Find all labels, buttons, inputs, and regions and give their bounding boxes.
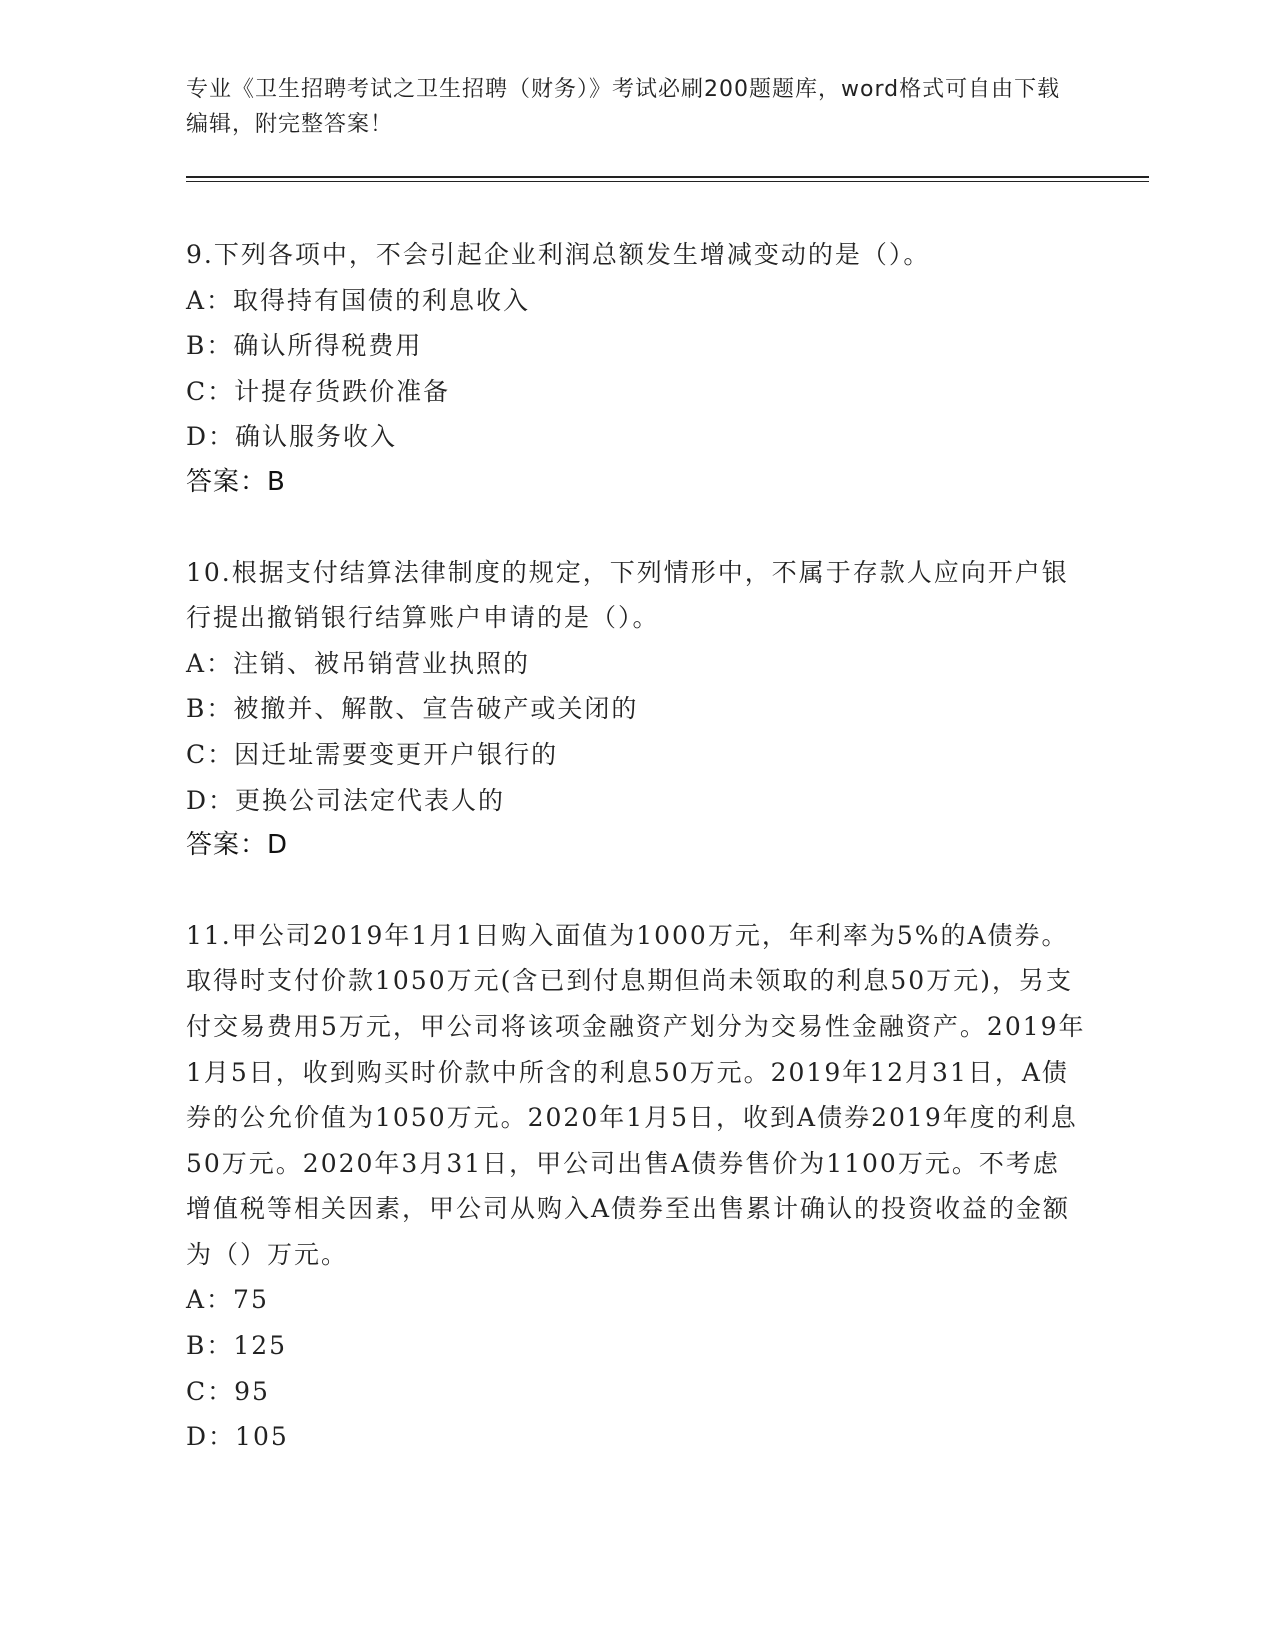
answer: 答案：D (186, 830, 289, 861)
option-a: A：注销、被吊销营业执照的 (186, 648, 531, 678)
option-d: D：确认服务收入 (186, 422, 398, 452)
option-b: B：被撤并、解散、宣告破产或关闭的 (186, 694, 639, 724)
option-d: D：更换公司法定代表人的 (186, 785, 506, 815)
option-a: A：75 (186, 1285, 269, 1315)
header-rule-thick (186, 176, 1149, 178)
question-11 (186, 913, 1086, 1460)
option-c: C：计提存货跌价准备 (186, 376, 451, 406)
question-stem: 11.甲公司2019年1月1日购入面值为1000万元，年利率为5%的A债券。取得时支付价款1050万元(含已到付息期但尚未领取的利息50万元)，另支付交易费用5万元，甲公司将该项金融资产划分为交易性金融资产。2019年1月5日，收到购买时价款中所含的利息50万元。2019年12月31日，A债券的公允价值为1050万元。2020年1月5日，收到A债券2019年度的利息50万元。2020年3月31日，甲公司出售A债券售价为1100万元。不考虑增值税等相关因素，甲公司从购入A债券至出售累计确认的投资收益的金额为（）万元。 (186, 920, 1086, 1269)
question-stem: 9.下列各项中，不会引起企业利润总额发生增减变动的是（）。 (186, 240, 931, 269)
option-c: C：因迁址需要变更开户银行的 (186, 739, 559, 769)
answer: 答案：B (186, 466, 286, 497)
option-b: B：确认所得税费用 (186, 331, 423, 361)
option-c: C：95 (186, 1376, 270, 1406)
question-10 (186, 550, 1086, 869)
option-b: B：125 (186, 1331, 288, 1361)
option-d: D：105 (186, 1422, 289, 1452)
document-header: 专业《卫生招聘考试之卫生招聘（财务）》考试必刷200题题库，word格式可自由下载编辑，附完整答案！ (186, 77, 1061, 137)
header-rule-thin (186, 181, 1149, 182)
question-stem: 10.根据支付结算法律制度的规定，下列情形中，不属于存款人应向开户银行提出撤销银行结算账户申请的是（）。 (186, 557, 1069, 633)
question-list (186, 232, 1086, 1460)
question-9 (186, 232, 1086, 506)
option-a: A：取得持有国债的利息收入 (186, 285, 531, 315)
